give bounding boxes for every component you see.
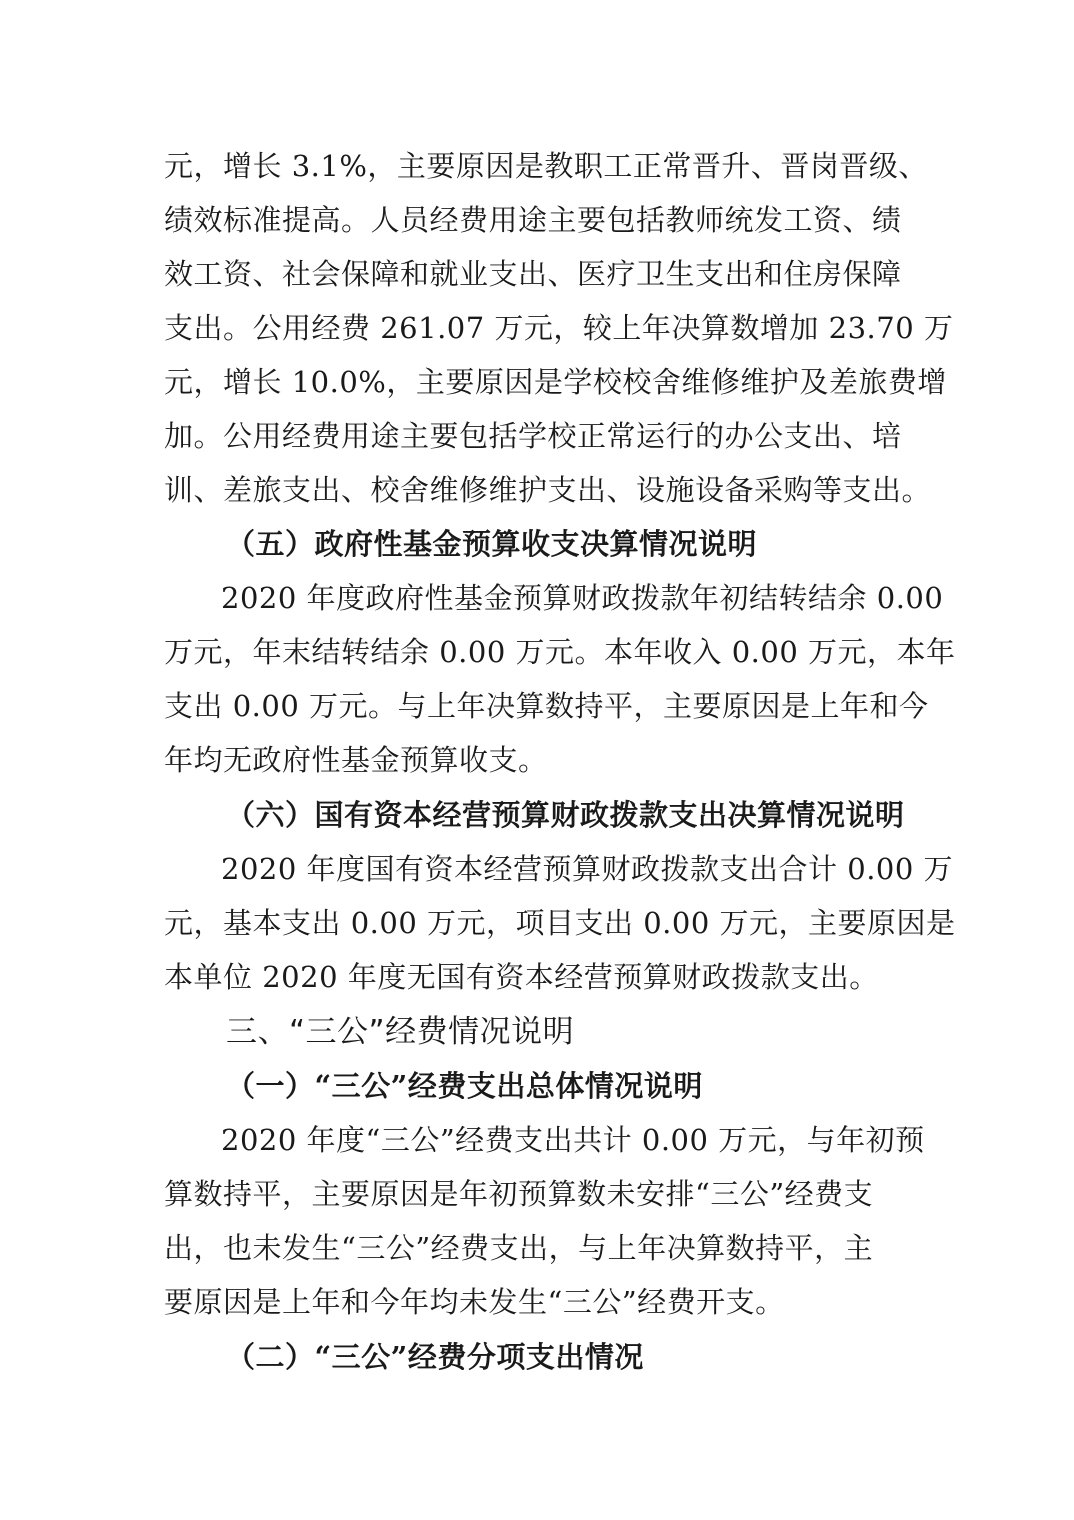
body-text-line: 万元，年末结转结余 0.00 万元。本年收入 0.00 万元，本年 xyxy=(164,635,956,669)
subsection-heading-5: （五）政府性基金预算收支决算情况说明 xyxy=(226,527,758,561)
subsection-heading-6: （六）国有资本经营预算财政拨款支出决算情况说明 xyxy=(226,798,905,832)
body-text-line: 出，也未发生“三公”经费支出，与上年决算数持平，主 xyxy=(164,1231,874,1265)
body-text-line: 年均无政府性基金预算收支。 xyxy=(164,743,548,777)
body-text-line: 效工资、社会保障和就业支出、医疗卫生支出和住房保障 xyxy=(164,257,902,291)
body-text-line: 绩效标准提高。人员经费用途主要包括教师统发工资、绩 xyxy=(164,203,902,237)
body-text-line: 本单位 2020 年度无国有资本经营预算财政拨款支出。 xyxy=(164,960,879,994)
body-text-line: 算数持平，主要原因是年初预算数未安排“三公”经费支 xyxy=(164,1177,874,1211)
body-text-line: 2020 年度政府性基金预算财政拨款年初结转结余 0.00 xyxy=(221,581,944,615)
body-text-line: 加。公用经费用途主要包括学校正常运行的办公支出、培 xyxy=(164,419,902,453)
body-text-line: 训、差旅支出、校舍维修维护支出、设施设备采购等支出。 xyxy=(164,473,932,507)
subsection-heading-3-1: （一）“三公”经费支出总体情况说明 xyxy=(226,1069,703,1103)
body-text-line: 支出。公用经费 261.07 万元，较上年决算数增加 23.70 万 xyxy=(164,311,954,345)
body-text-line: 元，增长 10.0%，主要原因是学校校舍维修维护及差旅费增 xyxy=(164,365,947,399)
body-text-line: 元，基本支出 0.00 万元，项目支出 0.00 万元，主要原因是 xyxy=(164,906,956,940)
body-text-line: 2020 年度“三公”经费支出共计 0.00 万元，与年初预 xyxy=(221,1123,925,1157)
subsection-heading-3-2: （二）“三公”经费分项支出情况 xyxy=(226,1340,644,1374)
body-text-line: 2020 年度国有资本经营预算财政拨款支出合计 0.00 万 xyxy=(221,852,954,886)
body-text-line: 支出 0.00 万元。与上年决算数持平，主要原因是上年和今 xyxy=(164,689,929,723)
body-text-line: 要原因是上年和今年均未发生“三公”经费开支。 xyxy=(164,1285,785,1319)
section-heading-3: 三、“三公”经费情况说明 xyxy=(226,1014,575,1050)
body-text-line: 元，增长 3.1%，主要原因是教职工正常晋升、晋岗晋级、 xyxy=(164,149,928,183)
